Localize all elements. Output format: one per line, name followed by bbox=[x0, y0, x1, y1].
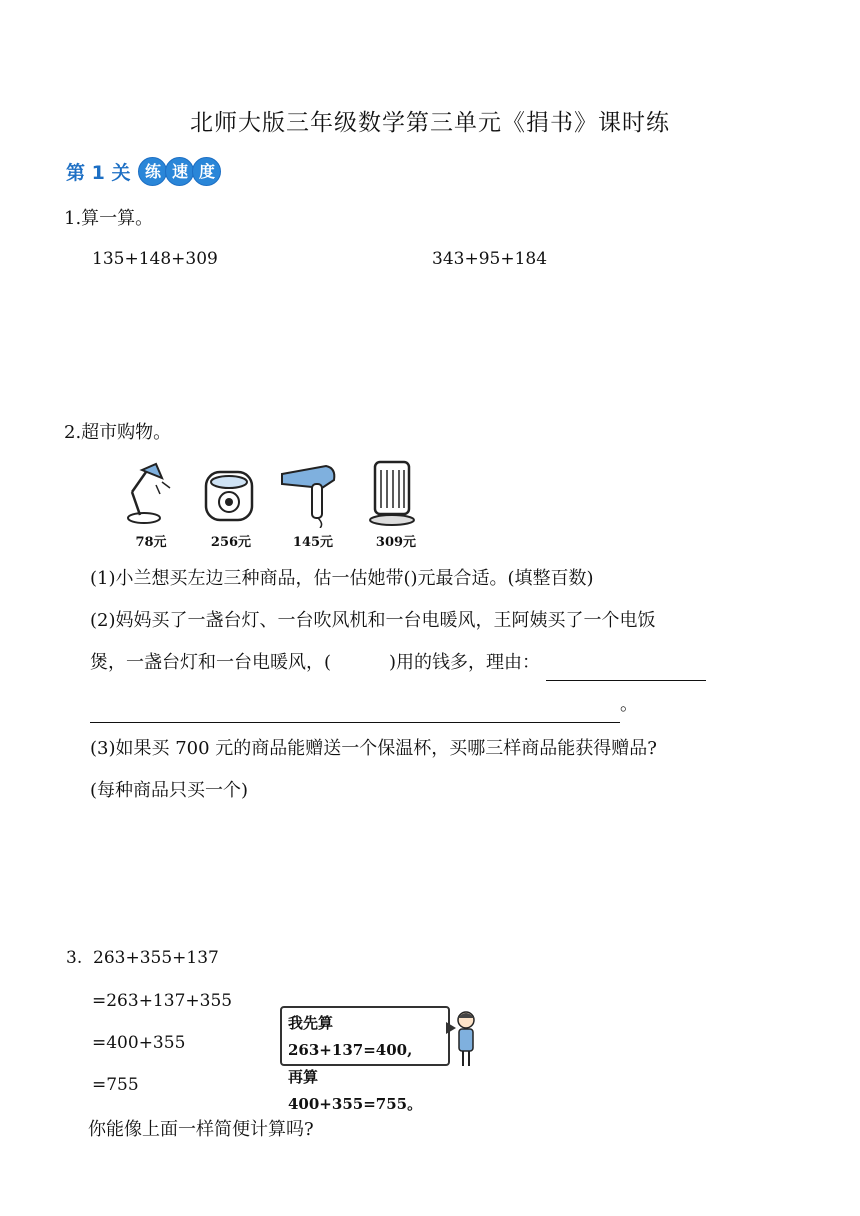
expression-left: 135+148+309 bbox=[92, 249, 218, 269]
price-label: 256元 bbox=[210, 535, 252, 550]
level-header bbox=[66, 156, 219, 186]
price-label: 78元 bbox=[135, 535, 167, 550]
page-title: 北师大版三年级数学第三单元《捐书》课时练 bbox=[190, 110, 670, 136]
step-2: =400+355 bbox=[92, 1033, 186, 1053]
question-2-heading: 2.超市购物。 bbox=[64, 422, 172, 443]
expression-right: 343+95+184 bbox=[432, 249, 548, 269]
price-label: 145元 bbox=[292, 535, 334, 550]
sub-question-2-line-3 bbox=[90, 687, 638, 723]
badge-char: 练 bbox=[138, 157, 167, 186]
electric-heater-icon bbox=[361, 458, 431, 528]
sub-question-3-line-2: (每种商品只买一个) bbox=[90, 780, 249, 801]
product-row bbox=[116, 458, 416, 550]
sub-question-2-line-2 bbox=[90, 645, 706, 681]
reason-blank[interactable] bbox=[546, 658, 706, 681]
rice-cooker-icon bbox=[196, 458, 266, 528]
sub-question-2-line-1: (2)妈妈买了一盏台灯、一台吹风机和一台电暖风，王阿姨买了一个电饭 bbox=[90, 610, 656, 631]
sub-question-2-text-a: 煲，一盏台灯和一台电暖风，( bbox=[90, 652, 332, 673]
level-label: 第 1 关 bbox=[66, 161, 131, 184]
question-3-heading: 3. 263+355+137 bbox=[66, 948, 219, 968]
hair-dryer-icon bbox=[278, 458, 348, 528]
step-3: =755 bbox=[92, 1075, 139, 1095]
product-electric-heater bbox=[361, 458, 431, 550]
period: 。 bbox=[620, 694, 638, 715]
price-label: 309元 bbox=[375, 535, 417, 550]
badge-char: 速 bbox=[165, 157, 194, 186]
bubble-line-1: 我先算263+137=400, bbox=[288, 1014, 413, 1059]
sub-question-1: (1)小兰想买左边三种商品，估一估她带()元最合适。(填整百数) bbox=[90, 568, 594, 589]
badge-char: 度 bbox=[192, 157, 221, 186]
desk-lamp-icon bbox=[116, 458, 186, 528]
product-hair-dryer bbox=[278, 458, 348, 550]
product-desk-lamp bbox=[116, 458, 186, 550]
sub-question-2-text-b: )用的钱多，理由： bbox=[389, 652, 541, 673]
bubble-line-2: 再算400+355=755。 bbox=[288, 1068, 423, 1113]
speech-bubble bbox=[280, 1006, 450, 1113]
question-1-heading: 1.算一算。 bbox=[64, 208, 154, 229]
reason-blank-continued[interactable] bbox=[90, 700, 620, 723]
product-rice-cooker bbox=[196, 458, 266, 550]
sub-question-3-line-1: (3)如果买 700 元的商品能赠送一个保温杯，买哪三样商品能获得赠品? bbox=[90, 738, 657, 759]
boy-figure-icon bbox=[454, 1010, 478, 1068]
step-1: =263+137+355 bbox=[92, 991, 233, 1011]
question-3-prompt: 你能像上面一样简便计算吗? bbox=[88, 1119, 314, 1140]
